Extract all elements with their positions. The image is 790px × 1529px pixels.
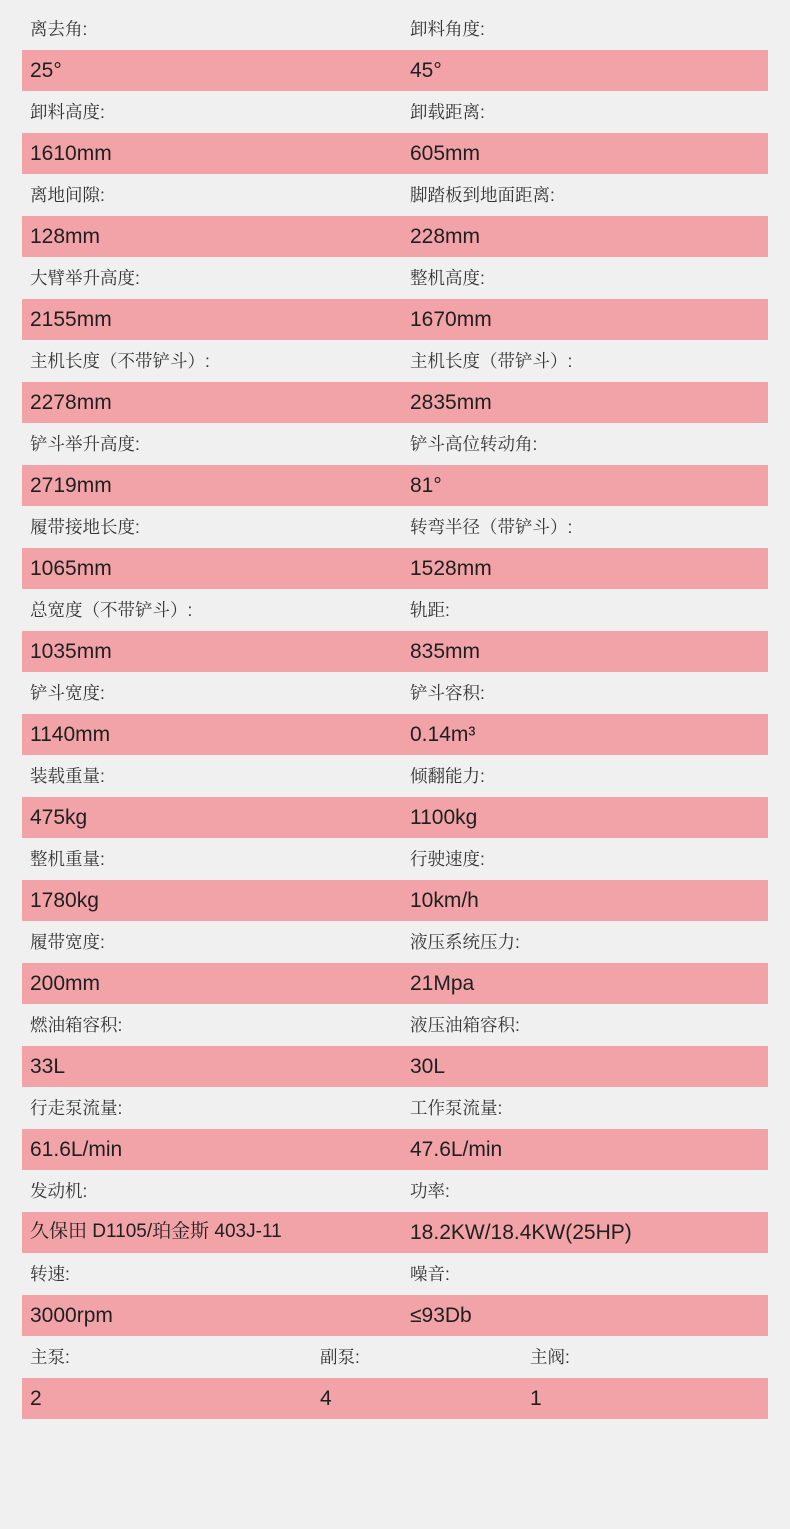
spec-label: 液压系统压力: bbox=[410, 931, 520, 952]
spec-value: 228mm bbox=[410, 224, 481, 248]
spec-value: 25° bbox=[30, 58, 62, 82]
spec-value: 1 bbox=[530, 1386, 542, 1410]
spec-value: 835mm bbox=[410, 639, 481, 663]
spec-label: 履带接地长度: bbox=[30, 516, 140, 537]
pump-value-row bbox=[22, 1378, 768, 1419]
spec-value: ≤93Db bbox=[410, 1303, 472, 1327]
spec-value: 2155mm bbox=[30, 307, 112, 331]
spec-value-row bbox=[22, 1295, 768, 1336]
spec-value: 0.14m³ bbox=[410, 722, 476, 746]
spec-label: 离地间隙: bbox=[30, 184, 105, 205]
spec-value: 3000rpm bbox=[30, 1303, 113, 1327]
spec-label: 铲斗高位转动角: bbox=[410, 433, 538, 454]
spec-value: 47.6L/min bbox=[410, 1137, 503, 1161]
spec-label: 大臂举升高度: bbox=[30, 267, 140, 288]
spec-value: 2719mm bbox=[30, 473, 112, 497]
spec-value: 1528mm bbox=[410, 556, 492, 580]
spec-value: 2278mm bbox=[30, 390, 112, 414]
spec-label: 副泵: bbox=[320, 1346, 360, 1367]
spec-label-row bbox=[22, 257, 768, 299]
spec-value: 2 bbox=[30, 1386, 42, 1410]
spec-label: 轨距: bbox=[410, 599, 450, 620]
spec-label: 行驶速度: bbox=[410, 848, 485, 869]
spec-value: 128mm bbox=[30, 224, 101, 248]
spec-label: 倾翻能力: bbox=[410, 765, 485, 786]
spec-label-row bbox=[22, 838, 768, 880]
spec-value: 1610mm bbox=[30, 141, 112, 165]
spec-value: 4 bbox=[320, 1386, 332, 1410]
spec-value: 475kg bbox=[30, 805, 88, 829]
spec-value: 200mm bbox=[30, 971, 101, 995]
spec-label: 卸料角度: bbox=[410, 18, 485, 39]
spec-label: 铲斗容积: bbox=[410, 682, 485, 703]
spec-value: 61.6L/min bbox=[30, 1137, 123, 1161]
spec-value-row bbox=[22, 299, 768, 340]
spec-value-row bbox=[22, 133, 768, 174]
spec-value: 2835mm bbox=[410, 390, 492, 414]
spec-value: 1035mm bbox=[30, 639, 112, 663]
spec-value: 81° bbox=[410, 473, 442, 497]
spec-value-row bbox=[22, 548, 768, 589]
spec-value: 21Mpa bbox=[410, 971, 475, 995]
spec-value-row bbox=[22, 714, 768, 755]
spec-label: 铲斗宽度: bbox=[30, 682, 105, 703]
spec-label-row bbox=[22, 1170, 768, 1212]
spec-label: 卸料高度: bbox=[30, 101, 105, 122]
spec-label: 铲斗举升高度: bbox=[30, 433, 140, 454]
spec-label-row bbox=[22, 1253, 768, 1295]
spec-label-row bbox=[22, 1004, 768, 1046]
spec-label: 主泵: bbox=[30, 1346, 70, 1367]
spec-label-row bbox=[22, 91, 768, 133]
spec-label: 卸载距离: bbox=[410, 101, 485, 122]
spec-label: 履带宽度: bbox=[30, 931, 105, 952]
spec-value-row bbox=[22, 465, 768, 506]
spec-label: 整机重量: bbox=[30, 848, 105, 869]
spec-label-row bbox=[22, 589, 768, 631]
spec-label: 发动机: bbox=[30, 1180, 88, 1201]
spec-label: 装载重量: bbox=[30, 765, 105, 786]
spec-value: 605mm bbox=[410, 141, 481, 165]
spec-value: 1140mm bbox=[30, 722, 111, 746]
spec-value-row bbox=[22, 50, 768, 91]
spec-label: 整机高度: bbox=[410, 267, 485, 288]
spec-label: 燃油箱容积: bbox=[30, 1014, 123, 1035]
spec-value: 33L bbox=[30, 1054, 66, 1078]
spec-value-row bbox=[22, 880, 768, 921]
spec-value-row bbox=[22, 631, 768, 672]
spec-label: 转弯半径（带铲斗）: bbox=[410, 516, 573, 537]
spec-label-row bbox=[22, 506, 768, 548]
spec-label-row bbox=[22, 921, 768, 963]
spec-label: 主阀: bbox=[530, 1346, 570, 1367]
spec-label-row bbox=[22, 340, 768, 382]
spec-label-row bbox=[22, 423, 768, 465]
spec-value: 1065mm bbox=[30, 556, 112, 580]
pump-label-row bbox=[22, 1336, 768, 1378]
spec-value: 10km/h bbox=[410, 888, 479, 912]
spec-value: 45° bbox=[410, 58, 442, 82]
spec-label-row bbox=[22, 1087, 768, 1129]
spec-label: 噪音: bbox=[410, 1263, 450, 1284]
spec-label-row bbox=[22, 174, 768, 216]
spec-value-row bbox=[22, 1212, 768, 1253]
spec-label: 主机长度（带铲斗）: bbox=[410, 350, 573, 371]
spec-label: 离去角: bbox=[30, 18, 88, 39]
spec-label-row bbox=[22, 672, 768, 714]
spec-value-row bbox=[22, 797, 768, 838]
spec-label-row bbox=[22, 8, 768, 50]
spec-value-row bbox=[22, 1046, 768, 1087]
spec-label: 工作泵流量: bbox=[410, 1097, 503, 1118]
spec-label: 脚踏板到地面距离: bbox=[410, 184, 555, 205]
spec-label: 总宽度（不带铲斗）: bbox=[30, 599, 193, 620]
spec-label: 行走泵流量: bbox=[30, 1097, 123, 1118]
spec-label: 主机长度（不带铲斗）: bbox=[30, 350, 210, 371]
spec-label: 功率: bbox=[410, 1180, 450, 1201]
spec-value: 1100kg bbox=[410, 805, 478, 829]
spec-value: 1670mm bbox=[410, 307, 492, 331]
spec-label: 转速: bbox=[30, 1263, 70, 1284]
spec-value: 1780kg bbox=[30, 888, 99, 912]
spec-value-row bbox=[22, 216, 768, 257]
spec-value-row bbox=[22, 382, 768, 423]
spec-value-row bbox=[22, 963, 768, 1004]
spec-label: 液压油箱容积: bbox=[410, 1014, 520, 1035]
spec-value: 30L bbox=[410, 1054, 446, 1078]
spec-label-row bbox=[22, 755, 768, 797]
spec-value-row bbox=[22, 1129, 768, 1170]
spec-value: 18.2KW/18.4KW(25HP) bbox=[410, 1220, 632, 1244]
spec-value: 久保田 D1105/珀金斯 403J-11 bbox=[30, 1221, 282, 1243]
